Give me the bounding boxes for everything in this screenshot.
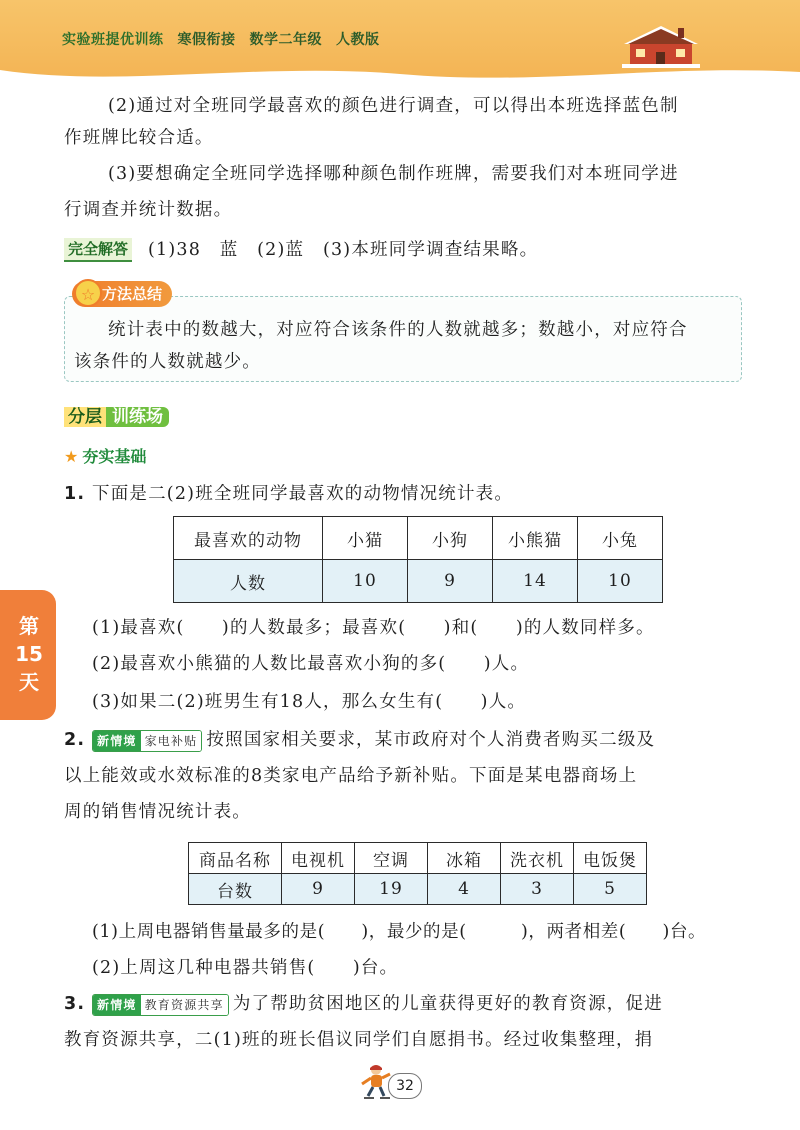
table-row xyxy=(174,560,663,603)
answer-label: 完全解答 xyxy=(64,238,132,262)
table-cell: 空调 xyxy=(355,843,428,874)
page-number: 32 xyxy=(388,1073,422,1099)
question-number: 1. xyxy=(64,484,86,504)
table-row xyxy=(174,517,663,560)
header-subtitle: 寒假衔接 xyxy=(177,32,236,48)
header-title xyxy=(62,29,394,49)
question-1 xyxy=(64,480,513,508)
table-cell: 10 xyxy=(323,560,408,603)
table-cell: 小兔 xyxy=(578,517,663,560)
sub-question: (1)上周电器销售量最多的是( )，最少的是( )，两者相差( )台。 xyxy=(92,922,707,942)
intro-line: (2)通过对全班同学最喜欢的颜色进行调查，可以得出本班选择蓝色制 xyxy=(108,96,679,116)
header-edition: 人教版 xyxy=(336,32,380,48)
question-stem-line: 教育资源共享，二(1)班的班长倡议同学们自愿捐书。经过收集整理，捐 xyxy=(64,1030,654,1050)
question-stem-line: 以上能效或水效标准的8类家电产品给予新补贴。下面是某电器商场上 xyxy=(64,766,638,786)
sub-question: (3)如果二(2)班男生有18人，那么女生有( )人。 xyxy=(92,692,527,712)
table-row xyxy=(189,874,647,905)
table-cell: 9 xyxy=(282,874,355,905)
table-cell: 电视机 xyxy=(282,843,355,874)
table-cell: 4 xyxy=(428,874,501,905)
table-cell: 19 xyxy=(355,874,428,905)
snow-house-icon xyxy=(622,22,700,68)
question-number: 2. xyxy=(64,730,86,750)
table-cell: 商品名称 xyxy=(189,843,282,874)
table-cell: 人数 xyxy=(174,560,323,603)
animal-stat-table xyxy=(173,516,663,603)
star-icon: ☆ xyxy=(74,279,102,307)
method-line: 该条件的人数就越少。 xyxy=(74,352,261,372)
table-cell: 冰箱 xyxy=(428,843,501,874)
question-stem: 为了帮助贫困地区的儿童获得更好的教育资源，促进 xyxy=(232,994,663,1014)
new-context-tag: 新情境 教育资源共享 xyxy=(92,994,229,1016)
method-summary-label: 方法总结 xyxy=(72,281,172,307)
method-line: 统计表中的数越大，对应符合该条件的人数就越多；数越小，对应符合 xyxy=(108,320,688,340)
table-cell: 9 xyxy=(408,560,493,603)
table-cell: 小猫 xyxy=(323,517,408,560)
table-cell: 台数 xyxy=(189,874,282,905)
intro-line: (3)要想确定全班同学选择哪种颜色制作班牌，需要我们对本班同学进 xyxy=(108,164,679,184)
intro-line: 作班牌比较合适。 xyxy=(64,128,214,148)
table-cell: 5 xyxy=(574,874,647,905)
question-stem: 按照国家相关要求，某市政府对个人消费者购买二级及 xyxy=(206,730,656,750)
answer-text: (1)38 蓝 (2)蓝 (3)本班同学调查结果略。 xyxy=(148,240,539,260)
appliance-sales-table xyxy=(188,842,647,905)
table-cell: 最喜欢的动物 xyxy=(174,517,323,560)
table-cell: 10 xyxy=(578,560,663,603)
sub-question: (1)最喜欢( )的人数最多；最喜欢( )和( )的人数同样多。 xyxy=(92,618,655,638)
question-stem-line: 周的销售情况统计表。 xyxy=(64,802,251,822)
star-icon: ★ xyxy=(64,447,79,466)
sub-question: (2)最喜欢小熊猫的人数比最喜欢小狗的多( )人。 xyxy=(92,654,530,674)
table-cell: 小熊猫 xyxy=(493,517,578,560)
section-title: 分层 训练场 xyxy=(64,403,169,431)
table-row xyxy=(189,843,647,874)
table-cell: 电饭煲 xyxy=(574,843,647,874)
question-stem: 下面是二(2)班全班同学最喜欢的动物情况统计表。 xyxy=(92,484,514,504)
intro-line: 行调查并统计数据。 xyxy=(64,200,233,220)
section-subtitle: ★ 夯实基础 xyxy=(64,447,147,466)
table-cell: 3 xyxy=(501,874,574,905)
new-context-tag: 新情境 家电补贴 xyxy=(92,730,202,752)
series-name: 实验班提优训练 xyxy=(62,32,164,48)
table-cell: 14 xyxy=(493,560,578,603)
header-grade: 数学二年级 xyxy=(249,32,322,48)
question-3 xyxy=(64,990,663,1018)
sub-question: (2)上周这几种电器共销售( )台。 xyxy=(92,958,399,978)
question-number: 3. xyxy=(64,994,86,1014)
question-2 xyxy=(64,726,655,754)
table-cell: 小狗 xyxy=(408,517,493,560)
table-cell: 洗衣机 xyxy=(501,843,574,874)
day-side-tab-label: 第 15 天 xyxy=(15,614,43,694)
